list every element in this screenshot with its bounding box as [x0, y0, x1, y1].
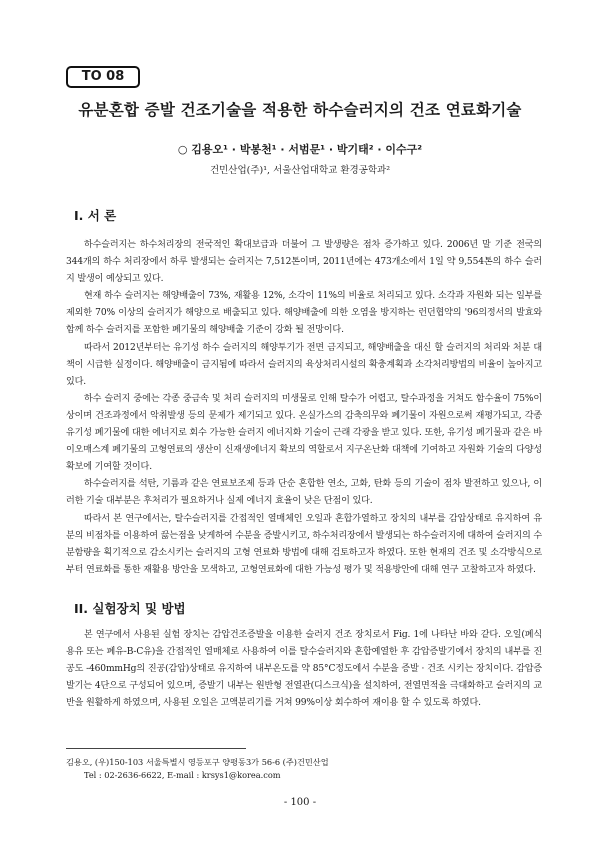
- paragraph: 현재 하수 슬러지는 해양배출이 73%, 재활용 12%, 소각이 11%의 비율로 처리되고 있다. 소각과 자원화 되는 일부를 제외한 70% 이상의 슬러지가 해양으로 배출되고 있다. 해양배출에 의한 오염을 방지하는 런던협약의 '96의정서의 발효와 함께 하수 슬러지를 포함한 폐기물의 해양배출 기준이 강화 될 전망이다.: [66, 291, 542, 336]
- footnote-divider: [66, 748, 246, 749]
- footnote-address: 김용오, (우)150-103 서울특별시 영등포구 양평동3가 56-6 (주)건민산업: [66, 757, 329, 767]
- paper-title: 유분혼합 증발 건조기술을 적용한 하수슬러지의 건조 연료화기술: [78, 101, 522, 119]
- paragraph: 하수슬러지를 석탄, 기름과 같은 연료보조제 등과 단순 혼합한 연소, 고화, 탄화 등의 기술이 점차 발전하고 있으나, 이러한 기술 대부분은 후처리가 필요하거나 실제 에너지 효율이 낮은 단점이 있다.: [66, 479, 542, 507]
- paragraph: 하수슬러지는 하수처리장의 전국적인 확대보급과 더불어 그 발생량은 점차 증가하고 있다. 2006년 말 기준 전국의 344개의 하수 처리장에서 하루 발생되는 슬러지는 7,512톤이며, 2011년에는 473개소에서 1일 약 9,554톤의 하수 슬러지 발생이 예상되고 있다.: [66, 240, 542, 285]
- affiliation: 건민산업(주)¹, 서울산업대학교 환경공학과²: [209, 165, 391, 176]
- paragraph: 따라서 본 연구에서는, 탈수슬러지를 간접적인 열매체인 오일과 혼합가열하고 장치의 내부를 감압상태로 유지하여 유분의 비점차를 이용하여 끓는점을 낮게하여 수분을 증발시키고, 하수처리장에서 발생되는 하수슬러지에 대하여 슬러지의 수분함량을 획기적으로 감소시키는 슬러지의 고형 연료화 방법에 대해 검토하고자 하였다. 또한 현재의 건조 및 소각방식으로부터 연료화를 통한 재활용 방안을 모색하고, 고형연료화에 대한 가능성 평가 및 적용방안에 대해 연구 고찰하고자 하였다.: [66, 513, 542, 575]
- section-heading-introduction: I. 서 론: [74, 208, 117, 223]
- section-heading-methods: II. 실험장치 및 방법: [74, 601, 186, 616]
- paragraph: 따라서 2012년부터는 유기성 하수 슬러지의 해양투기가 전면 금지되고, 해양배출을 대신 할 슬러지의 처리와 처분 대책이 시급한 실정이다. 해양배출이 금지됨에 따라서 슬러지의 육상처리시설의 확충계획과 소각처리방법의 비율이 높아지고 있다.: [66, 342, 542, 387]
- methods-body: [66, 627, 542, 712]
- paragraph: 하수 슬러지 중에는 각종 중금속 및 처리 슬러지의 미생물로 인해 탈수가 어렵고, 탈수과정을 거쳐도 함수율이 75%이상이며 건조과정에서 악취발생 등의 문제가 제기되고 있다. 온실가스의 감축의무와 폐기물이 자원으로써 재평가되고, 각종 유기성 폐기물에 대한 에너지로 회수 가능한 슬러지 에너지화 기술이 근래 각광을 받고 있다. 또한, 유기성 폐기물과 같은 바이오매스계 폐기물의 고형연료의 생산이 신재생에너지 확보의 역할로서 지구온난화 대책에 기여하고 자원화 기술의 다양성 확보에 기여할 것이다.: [66, 393, 542, 473]
- footnote-contact: Tel : 02-2636-6622, E-mail : krsys1@korea.com: [84, 770, 281, 780]
- page-number: - 100 -: [283, 797, 317, 808]
- paragraph: 본 연구에서 사용된 실험 장치는 감압건조증발을 이용한 슬러지 건조 장치로서 Fig. 1에 나타난 바와 같다. 오일(폐식용유 또는 폐유-B-C유)을 간접적인 열매체로 사용하여 이를 탈수슬러지와 혼합예열한 후 감압증발기에서 장치의 내부를 진공도 -460mmHg의 진공(감압)상태로 유지하여 내부온도를 약 85°C정도에서 수분을 증발 · 건조 시키는 장치이다. 감압증발기는 4단으로 구성되어 있으며, 증발기 내부는 원반형 전열관(디스크식)을 설치하여, 전열면적을 극대화하고 슬러지의 교반을 원활하게 하였으며, 사용된 오일은 고액분리기를 거쳐 99%이상 회수하여 재이용 할 수 있도록 하였다.: [66, 630, 542, 709]
- introduction-body: [66, 237, 542, 579]
- footnote: [66, 756, 329, 782]
- session-tag: TO 08: [66, 66, 140, 88]
- author-list: ○ 김용오¹ · 박봉천¹ · 서범문¹ · 박기태² · 이수구²: [177, 143, 423, 156]
